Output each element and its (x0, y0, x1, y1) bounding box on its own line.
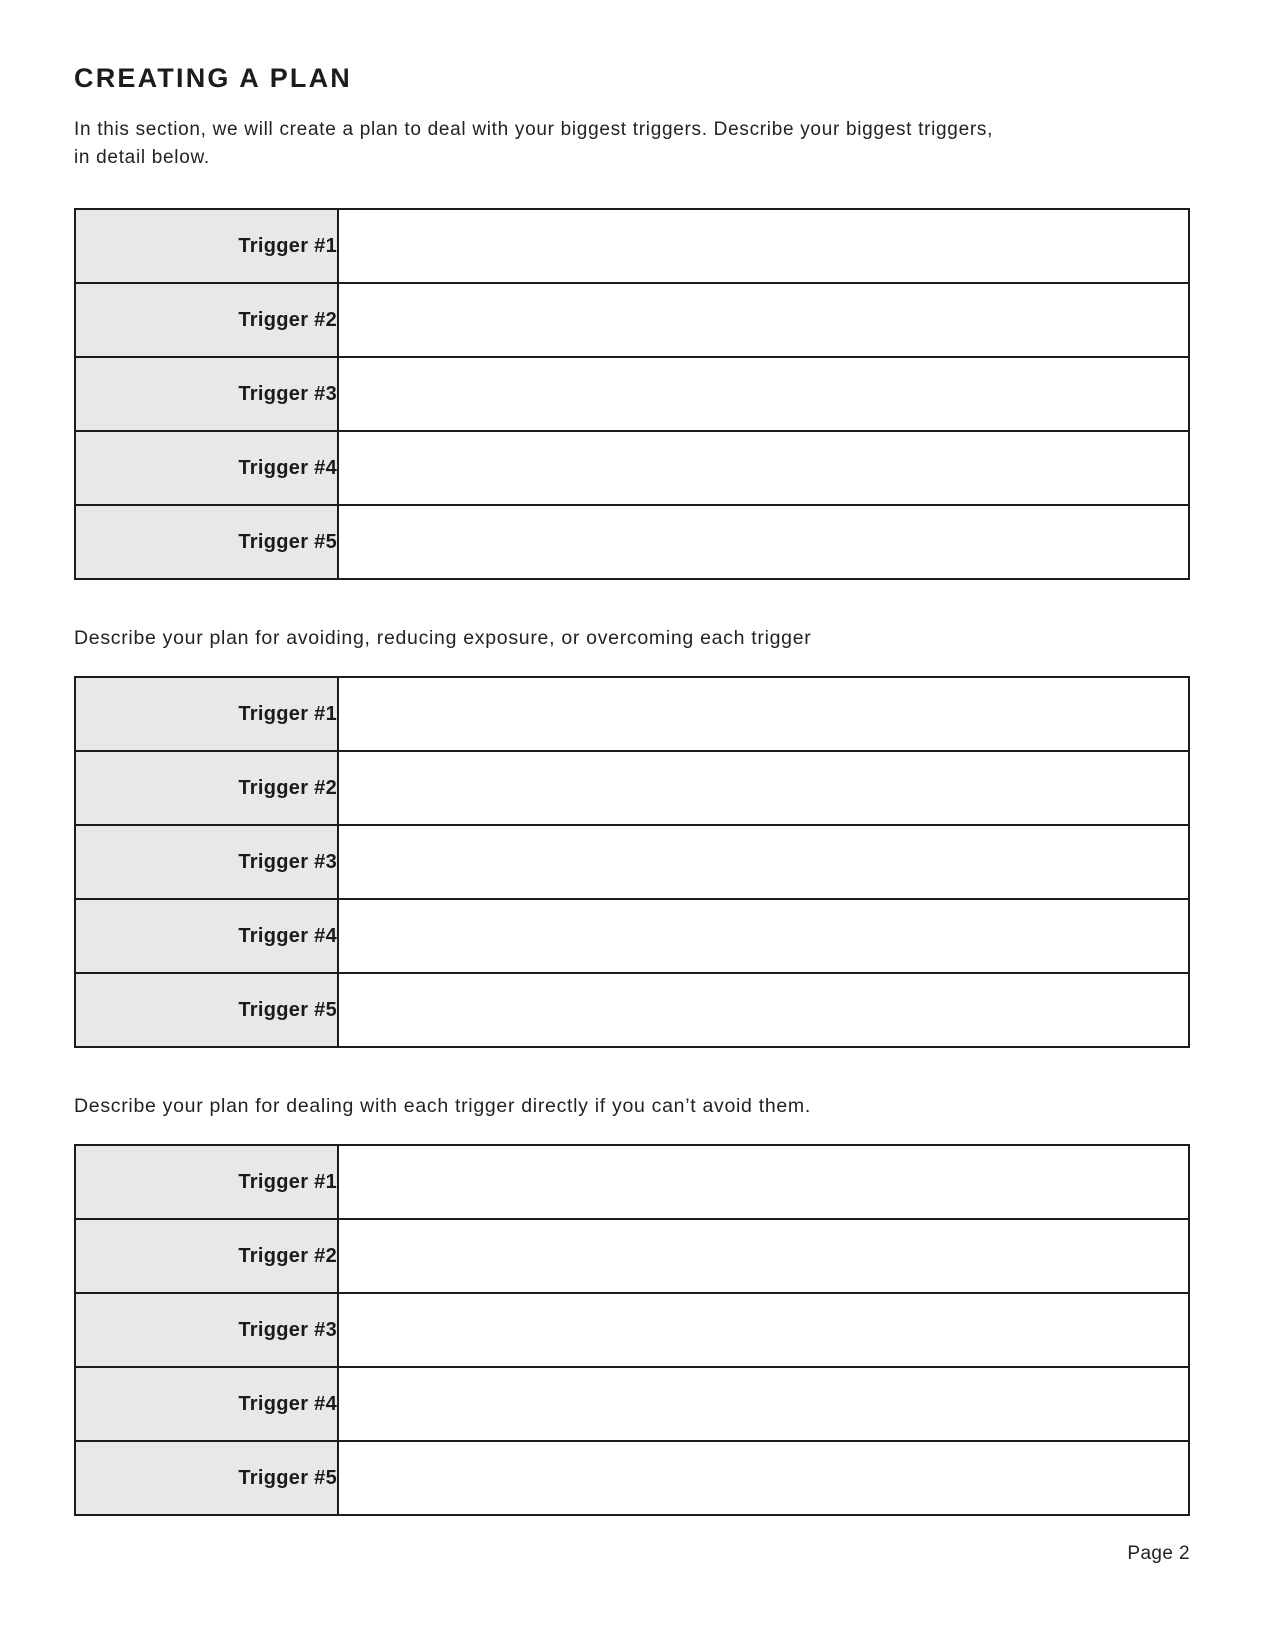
trigger-5-label: Trigger #5 (75, 1441, 338, 1515)
trigger-1-label: Trigger #1 (75, 677, 338, 751)
intro-line-2: in detail below. (74, 147, 210, 168)
trigger-1-answer-cell[interactable] (338, 209, 1189, 283)
biggest-triggers-table (74, 208, 1190, 580)
trigger-3-label: Trigger #3 (75, 1293, 338, 1367)
table-row (75, 825, 1189, 899)
intro-paragraph (74, 116, 1190, 172)
trigger-2-label: Trigger #2 (75, 751, 338, 825)
table-row (75, 899, 1189, 973)
table-row (75, 751, 1189, 825)
table-row (75, 1367, 1189, 1441)
page-title: CREATING A PLAN (74, 63, 352, 93)
trigger-3-answer-cell[interactable] (338, 357, 1189, 431)
table-row (75, 431, 1189, 505)
trigger-2-deal-cell[interactable] (338, 1219, 1189, 1293)
trigger-1-label: Trigger #1 (75, 209, 338, 283)
trigger-5-deal-cell[interactable] (338, 1441, 1189, 1515)
trigger-3-deal-cell[interactable] (338, 1293, 1189, 1367)
table-row (75, 505, 1189, 579)
trigger-4-label: Trigger #4 (75, 899, 338, 973)
page-number: Page 2 (1127, 1543, 1190, 1564)
table-row (75, 209, 1189, 283)
intro-line-1: In this section, we will create a plan to deal with your biggest triggers. Describe your biggest triggers, (74, 119, 994, 140)
table-row (75, 677, 1189, 751)
trigger-3-label: Trigger #3 (75, 825, 338, 899)
trigger-4-deal-cell[interactable] (338, 1367, 1189, 1441)
trigger-4-answer-cell[interactable] (338, 431, 1189, 505)
table-row (75, 1441, 1189, 1515)
trigger-4-label: Trigger #4 (75, 1367, 338, 1441)
trigger-1-plan-cell[interactable] (338, 677, 1189, 751)
table-row (75, 1293, 1189, 1367)
avoiding-plan-table (74, 676, 1190, 1048)
trigger-1-label: Trigger #1 (75, 1145, 338, 1219)
avoiding-plan-prompt: Describe your plan for avoiding, reducing exposure, or overcoming each trigger (74, 627, 812, 649)
trigger-2-label: Trigger #2 (75, 1219, 338, 1293)
trigger-5-label: Trigger #5 (75, 973, 338, 1047)
trigger-5-label: Trigger #5 (75, 505, 338, 579)
trigger-5-plan-cell[interactable] (338, 973, 1189, 1047)
trigger-4-label: Trigger #4 (75, 431, 338, 505)
dealing-plan-prompt: Describe your plan for dealing with each trigger directly if you can’t avoid them. (74, 1095, 811, 1117)
trigger-2-answer-cell[interactable] (338, 283, 1189, 357)
table-row (75, 357, 1189, 431)
dealing-plan-table (74, 1144, 1190, 1516)
trigger-3-label: Trigger #3 (75, 357, 338, 431)
trigger-4-plan-cell[interactable] (338, 899, 1189, 973)
table-row (75, 283, 1189, 357)
table-row (75, 1219, 1189, 1293)
table-row (75, 1145, 1189, 1219)
trigger-5-answer-cell[interactable] (338, 505, 1189, 579)
trigger-3-plan-cell[interactable] (338, 825, 1189, 899)
trigger-2-plan-cell[interactable] (338, 751, 1189, 825)
table-row (75, 973, 1189, 1047)
trigger-2-label: Trigger #2 (75, 283, 338, 357)
trigger-1-deal-cell[interactable] (338, 1145, 1189, 1219)
